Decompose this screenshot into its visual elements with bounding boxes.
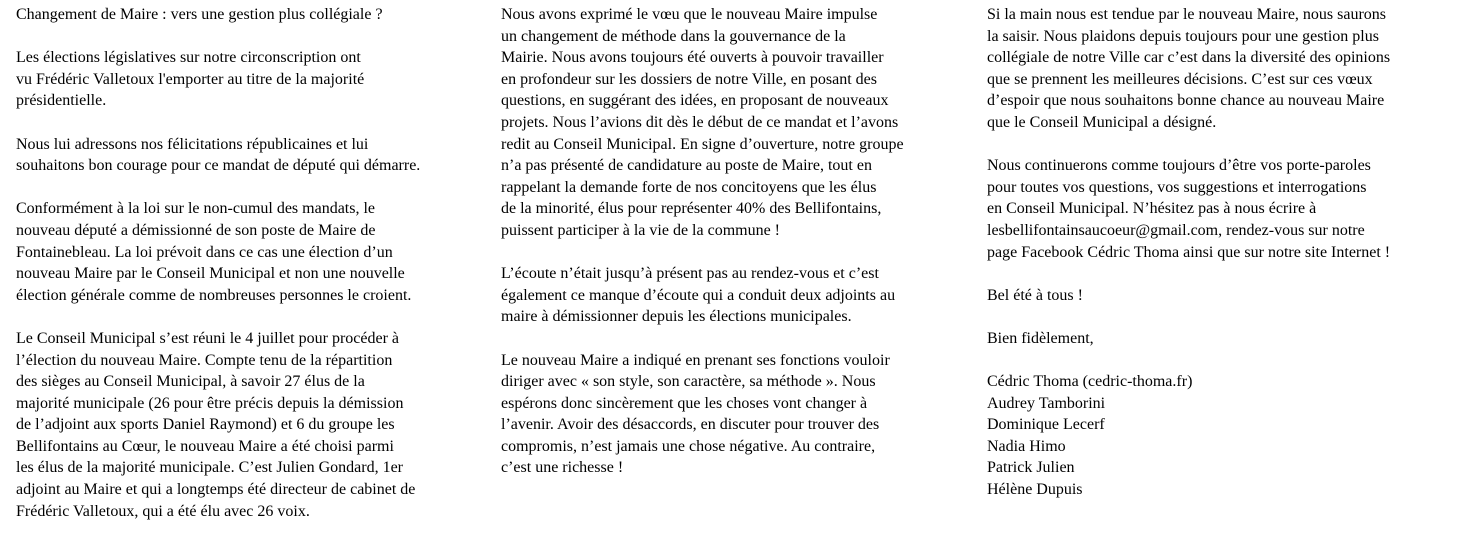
text-line: les élus de la majorité municipale. C’est Julien Gondard, 1er (16, 459, 403, 477)
text-line: Frédéric Valletoux, qui a été élu avec 26 voix. (16, 502, 310, 520)
text-line: Nous lui adressons nos félicitations républicaines et lui (16, 135, 369, 153)
text-line: Cédric Thoma (cedric-thoma.fr) (987, 373, 1193, 391)
text-line: un changement de méthode dans la gouvernance de la (501, 27, 846, 45)
paragraph (987, 4, 1467, 134)
text-column-3 (987, 4, 1467, 522)
text-line: puissent participer à la vie de la commune ! (501, 221, 781, 239)
text-line: nouveau Maire par le Conseil Municipal et non une nouvelle (16, 265, 405, 283)
text-line: espérons donc sincèrement que les choses vont changer à (501, 394, 868, 412)
paragraph (987, 285, 1467, 307)
text-line: projets. Nous l’avions dit dès le début de ce mandat et l’avons (501, 113, 899, 131)
text-line: vu Frédéric Valletoux l'emporter au titre de la majorité (16, 70, 365, 88)
text-line: l’élection du nouveau Maire. Compte tenu de la répartition (16, 351, 393, 369)
text-line: L’écoute n’était jusqu’à présent pas au rendez-vous et c’est (501, 265, 879, 283)
text-line: Hélène Dupuis (987, 481, 1083, 499)
text-line: compromis, n’est jamais une chose négative. Au contraire, (501, 437, 876, 455)
text-column-2 (501, 4, 971, 501)
text-line: Nadia Himo (987, 437, 1066, 455)
text-line: Audrey Tamborini (987, 394, 1106, 412)
text-line: la saisir. Nous plaidons depuis toujours pour une gestion plus (987, 27, 1379, 45)
text-line: c’est une richesse ! (501, 459, 624, 477)
text-line: l’avenir. Avoir des désaccords, en discuter pour trouver des (501, 416, 880, 434)
text-line: Si la main nous est tendue par le nouveau Maire, nous saurons (987, 6, 1387, 23)
text-line: d’espoir que nous souhaitons bonne chance au nouveau Maire (987, 92, 1385, 110)
text-line: redit au Conseil Municipal. En signe d’ouverture, notre groupe (501, 135, 904, 153)
text-line: Patrick Julien (987, 459, 1075, 477)
paragraph (987, 371, 1467, 501)
text-line: que se prennent les meilleures décisions. C’est sur ces vœux (987, 70, 1373, 88)
text-line: Dominique Lecerf (987, 416, 1105, 434)
text-line: également ce manque d’écoute qui a conduit deux adjoints au (501, 286, 896, 304)
text-line: adjoint au Maire et qui a longtemps été directeur de cabinet de (16, 481, 416, 499)
text-line: en Conseil Municipal. N’hésitez pas à nous écrire à (987, 200, 1317, 218)
text-line: Nous continuerons comme toujours d’être vos porte-paroles (987, 157, 1371, 175)
text-line: des sièges au Conseil Municipal, à savoir 27 élus de la (16, 373, 365, 391)
text-line: Bien fidèlement, (987, 329, 1094, 347)
text-line: Bel été à tous ! (987, 286, 1083, 304)
text-line: maire à démissionner depuis les élections municipales. (501, 308, 852, 326)
paragraph (987, 155, 1467, 263)
text-line: de l’adjoint aux sports Daniel Raymond) et 6 du groupe les (16, 416, 395, 434)
paragraph (16, 328, 486, 522)
paragraph (16, 134, 486, 177)
text-line: Fontainebleau. La loi prévoit dans ce cas une élection d’un (16, 243, 393, 261)
text-line: nouveau député a démissionné de son poste de Maire de (16, 221, 376, 239)
text-line: Changement de Maire : vers une gestion plus collégiale ? (16, 6, 383, 23)
text-line: de la minorité, élus pour représenter 40% des Bellifontains, (501, 200, 882, 218)
text-line: présidentielle. (16, 92, 107, 110)
paragraph (16, 47, 486, 112)
text-line: Bellifontains au Cœur, le nouveau Maire a été choisi parmi (16, 437, 394, 455)
text-line: lesbellifontainsaucoeur@gmail.com, rendez-vous sur notre (987, 221, 1365, 239)
text-line: pour toutes vos questions, vos suggestions et interrogations (987, 178, 1367, 196)
paragraph (16, 198, 486, 306)
text-line: élection générale comme de nombreuses personnes le croient. (16, 286, 412, 304)
paragraph (501, 350, 971, 480)
text-line: rappelant la demande forte de nos concitoyens que les élus (501, 178, 877, 196)
text-line: collégiale de notre Ville car c’est dans la diversité des opinions (987, 49, 1391, 67)
text-line: Mairie. Nous avons toujours été ouverts à pouvoir travailler (501, 49, 884, 67)
text-line: questions, en suggérant des idées, en proposant de nouveaux (501, 92, 889, 110)
paragraph (987, 328, 1467, 350)
paragraph (16, 4, 486, 26)
text-line: Le Conseil Municipal s’est réuni le 4 juillet pour procéder à (16, 329, 399, 347)
text-line: Nous avons exprimé le vœu que le nouveau Maire impulse (501, 6, 878, 23)
text-line: en profondeur sur les dossiers de notre Ville, en posant des (501, 70, 877, 88)
paragraph (501, 4, 971, 242)
text-column-1 (16, 4, 486, 544)
text-line: que le Conseil Municipal a désigné. (987, 113, 1217, 131)
text-line: Les élections législatives sur notre circonscription ont (16, 49, 361, 67)
text-line: page Facebook Cédric Thoma ainsi que sur notre site Internet ! (987, 243, 1391, 261)
text-line: diriger avec « son style, son caractère, sa méthode ». Nous (501, 373, 876, 391)
text-line: Conformément à la loi sur le non-cumul des mandats, le (16, 200, 376, 218)
paragraph (501, 263, 971, 328)
text-line: n’a pas présenté de candidature au poste de Maire, tout en (501, 157, 872, 175)
text-line: majorité municipale (26 pour être précis depuis la démission (16, 394, 404, 412)
text-line: souhaitons bon courage pour ce mandat de député qui démarre. (16, 157, 421, 175)
text-line: Le nouveau Maire a indiqué en prenant ses fonctions vouloir (501, 351, 890, 369)
